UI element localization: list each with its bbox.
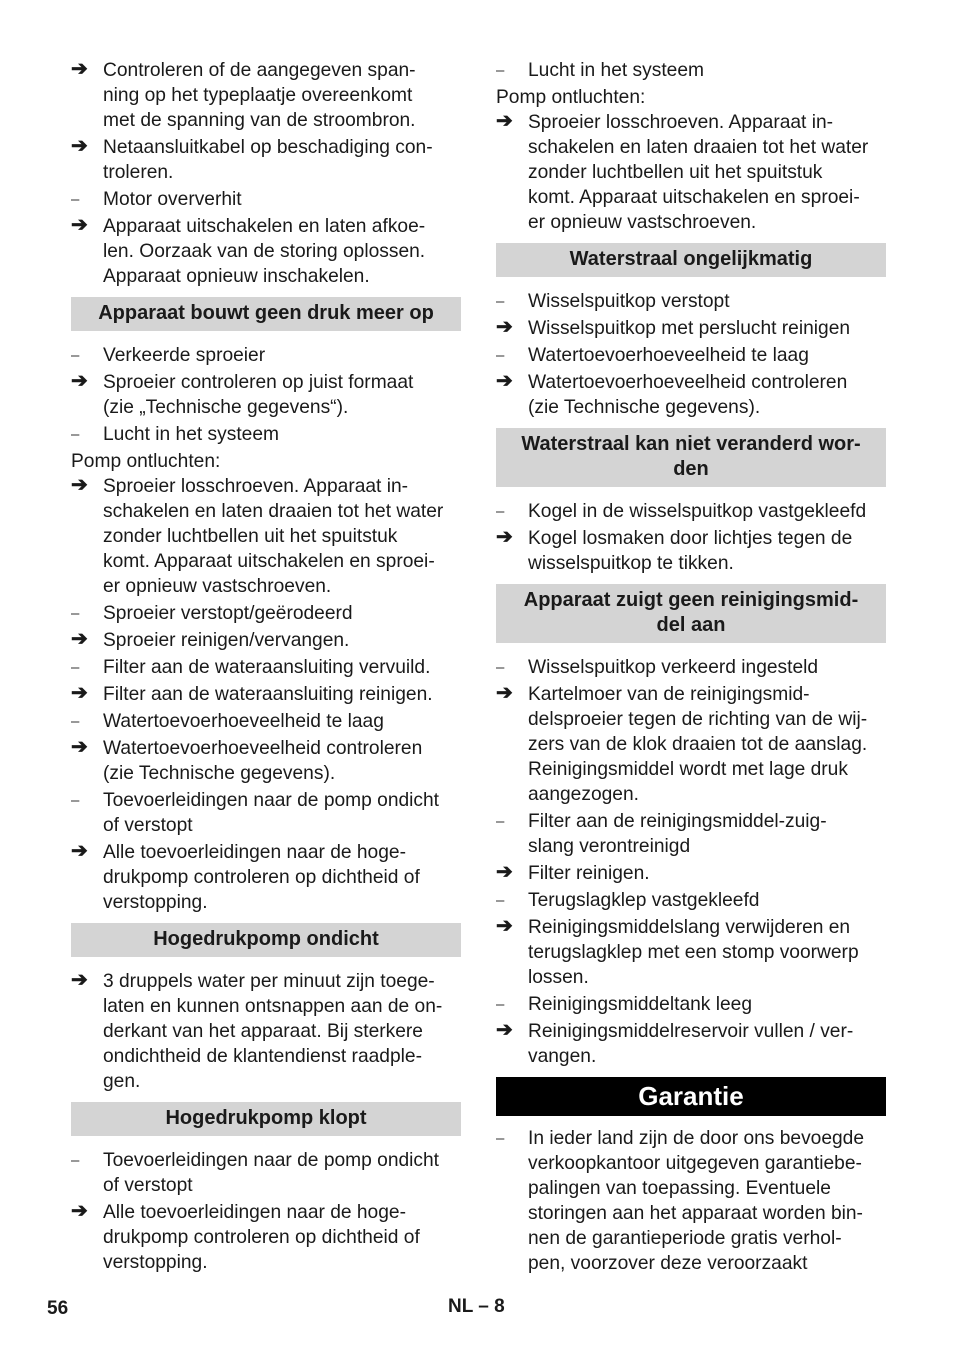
item-text: Motor oververhit [103,189,242,210]
dash-icon: – [71,426,80,443]
cause-item [496,888,886,913]
item-text: Watertoevoerhoeveelheid controleren (zie Technische gegevens). [103,738,423,784]
item-text: Watertoevoerhoeveelheid te laag [103,711,384,732]
item-text: Alle toevoerleidingen naar de hoge- drukpomp controleren op dichtheid of verstopping. [103,1202,420,1273]
item-text: Verkeerde sproeier [103,345,266,366]
cause-item [71,709,461,734]
item-text: Kogel in de wisselspuitkop vastgekleefd [528,501,867,522]
action-item [71,474,461,599]
item-text: Wisselspuitkop verkeerd ingesteld [528,657,819,678]
action-item [71,628,461,653]
dash-icon: – [71,713,80,730]
paragraph: Pomp ontluchten: [496,87,646,108]
cause-item [496,992,886,1017]
action-item [71,1200,461,1275]
item-text: Watertoevoerhoeveelheid controleren (zie Technische gegevens). [528,372,848,418]
cause-item [71,343,461,368]
item-text: Sproeier losschroeven. Apparaat in- schakelen en laten draaien tot het water zonder luchtbellen uit het spuitstuk komt. Apparaat uitschakelen en sproei- er opnieuw vastschroeven. [528,112,869,233]
item-text: Reinigingsmiddelreservoir vullen / ver- vangen. [528,1021,854,1067]
cause-item [496,289,886,314]
dash-icon: – [71,191,80,208]
item-text: Wisselspuitkop met perslucht reinigen [528,318,851,339]
section-heading: Apparaat bouwt geen druk meer op [71,297,461,331]
item-text: Sproeier losschroeven. Apparaat in- schakelen en laten draaien tot het water zonder luchtbellen uit het spuitstuk komt. Apparaat uitschakelen en sproei- er opnieuw vastschroeven. [103,476,444,597]
action-item [71,682,461,707]
language-page-code: NL – 8 [448,1296,505,1317]
cause-item [71,655,461,680]
arrow-right-icon: ➔ [71,135,88,157]
section-heading: Hogedrukpomp ondicht [71,923,461,957]
dash-icon: – [496,347,505,364]
item-text: 3 druppels water per minuut zijn toege- laten en kunnen ontsnappen aan de on- derkant van het apparaat. Bij sterkere ondichtheid de klantendienst raadple- gen. [103,971,443,1092]
arrow-right-icon: ➔ [496,915,513,937]
dash-icon: – [71,605,80,622]
action-item [71,840,461,915]
section-heading: Waterstraal ongelijkmatig [496,243,886,277]
dash-icon: – [71,659,80,676]
arrow-right-icon: ➔ [71,1200,88,1222]
action-item [496,1019,886,1069]
section-heading: Hogedrukpomp klopt [71,1102,461,1136]
arrow-right-icon: ➔ [71,58,88,80]
arrow-right-icon: ➔ [71,628,88,650]
arrow-right-icon: ➔ [71,214,88,236]
arrow-right-icon: ➔ [496,110,513,132]
item-text: Filter aan de reinigingsmiddel-zuig- slang verontreinigd [528,811,827,857]
action-item [496,861,886,886]
arrow-right-icon: ➔ [71,474,88,496]
right-column [496,58,886,1278]
cause-item [496,499,886,524]
item-text: Kartelmoer van de reinigingsmid- delsproeier tegen de richting van de wij- zers van de klok draaien tot de aanslag. Reinigingsmiddel wordt met lage druk aangezogen. [528,684,868,805]
dash-icon: – [71,347,80,364]
dash-icon: – [496,62,505,79]
dash-icon: – [496,892,505,909]
action-item [496,110,886,235]
item-text: Lucht in het systeem [103,424,279,445]
cause-item [496,809,886,859]
arrow-right-icon: ➔ [496,1019,513,1041]
item-text: Toevoerleidingen naar de pomp ondicht of verstopt [103,1150,440,1196]
action-item [71,736,461,786]
dash-icon: – [496,293,505,310]
section-heading: Apparaat zuigt geen reinigingsmid- del aan [496,584,886,643]
action-item [71,370,461,420]
arrow-right-icon: ➔ [71,370,88,392]
arrow-right-icon: ➔ [496,526,513,548]
action-item [496,316,886,341]
dash-icon: – [496,1130,505,1147]
item-text: Filter reinigen. [528,863,650,884]
arrow-right-icon: ➔ [496,861,513,883]
arrow-right-icon: ➔ [71,840,88,862]
action-item [71,214,461,289]
arrow-right-icon: ➔ [71,736,88,758]
item-text: Sproeier controleren op juist formaat (zie „Technische gegevens“). [103,372,414,418]
action-item [71,58,461,133]
item-text: Kogel losmaken door lichtjes tegen de wisselspuitkop te tikken. [528,528,853,574]
arrow-right-icon: ➔ [496,682,513,704]
item-text: Lucht in het systeem [528,60,704,81]
item-text: In ieder land zijn de door ons bevoegde verkoopkantoor uitgegeven garantiebe- palingen van toepassing. Eventuele storingen aan het apparaat worden bin- nen de garantieperiode gratis verhol- pen, voorzover deze veroorzaakt [528,1128,865,1274]
left-column [71,58,461,1277]
item-text: Apparaat uitschakelen en laten afkoe- len. Oorzaak van de storing oplossen. Apparaat opnieuw inschakelen. [103,216,426,287]
cause-item [496,343,886,368]
item-text: Reinigingsmiddelslang verwijderen en terugslagklep met een stomp voorwerp lossen. [528,917,859,988]
action-item [496,370,886,420]
item-text: Watertoevoerhoeveelheid te laag [528,345,809,366]
item-text: Sproeier verstopt/geërodeerd [103,603,353,624]
cause-item [71,788,461,838]
item-text: Reinigingsmiddeltank leeg [528,994,752,1015]
item-text: Netaansluitkabel op beschadiging con- troleren. [103,137,433,183]
page-number: 56 [47,1298,69,1319]
item-text: Sproeier reinigen/vervangen. [103,630,350,651]
cause-item [71,601,461,626]
cause-item [496,58,886,83]
dash-icon: – [496,813,505,830]
item-text: Toevoerleidingen naar de pomp ondicht of verstopt [103,790,440,836]
dash-icon: – [496,503,505,520]
item-text: Alle toevoerleidingen naar de hoge- drukpomp controleren op dichtheid of verstopping. [103,842,420,913]
section-heading: Waterstraal kan niet veranderd wor- den [496,428,886,487]
action-item [496,915,886,990]
dash-icon: – [496,996,505,1013]
item-text: Controleren of de aangegeven span- ning op het typeplaatje overeenkomt met de spanning van de stroombron. [103,60,416,131]
dash-icon: – [71,792,80,809]
action-item [71,969,461,1094]
item-text: Filter aan de wateraansluiting reinigen. [103,684,433,705]
action-item [71,135,461,185]
cause-item [71,187,461,212]
arrow-right-icon: ➔ [496,370,513,392]
paragraph: Pomp ontluchten: [71,451,221,472]
cause-item [71,1148,461,1198]
action-item [496,682,886,807]
dash-icon: – [496,659,505,676]
item-text: Wisselspuitkop verstopt [528,291,730,312]
arrow-right-icon: ➔ [71,969,88,991]
section-heading: Garantie [496,1077,886,1116]
cause-item [496,1126,886,1276]
arrow-right-icon: ➔ [71,682,88,704]
cause-item [496,655,886,680]
dash-icon: – [71,1152,80,1169]
action-item [496,526,886,576]
item-text: Terugslagklep vastgekleefd [528,890,760,911]
arrow-right-icon: ➔ [496,316,513,338]
item-text: Filter aan de wateraansluiting vervuild. [103,657,431,678]
cause-item [71,422,461,447]
